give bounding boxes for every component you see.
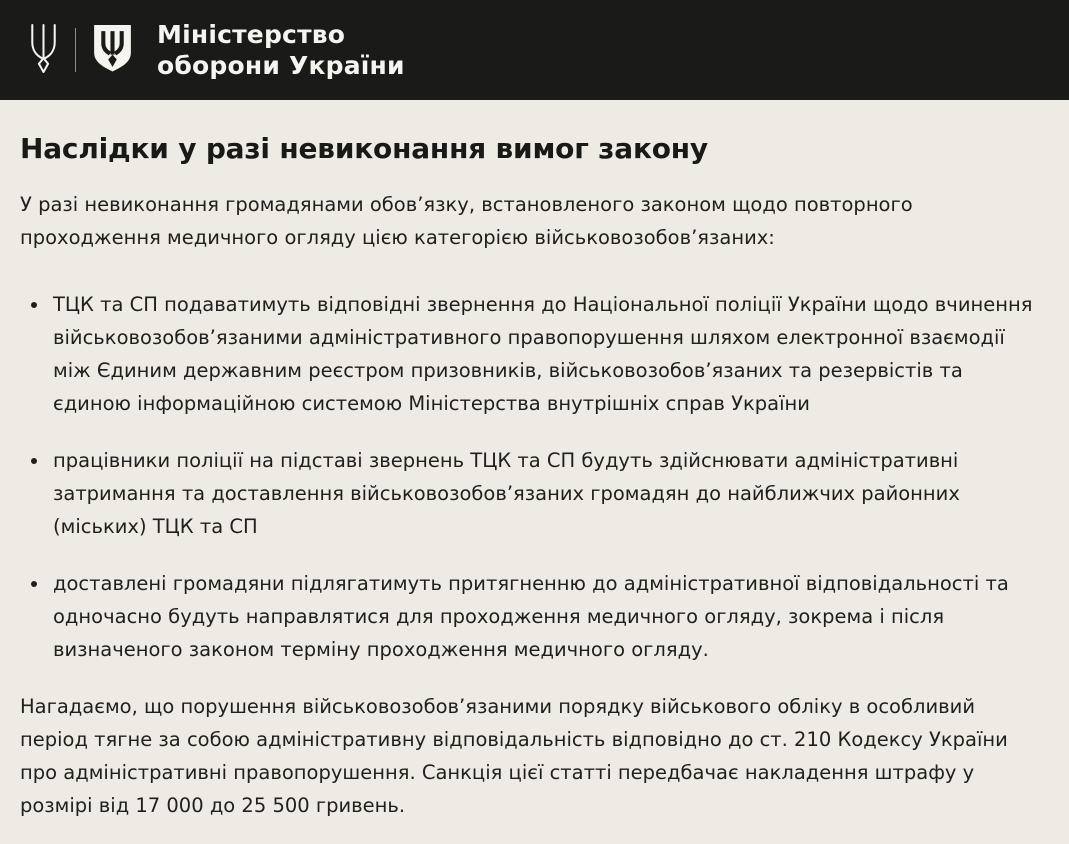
closing-paragraph: Нагадаємо, що порушення військовозобов’язаними порядку військового обліку в особливий період тягне за собою адміністративну відповідальність відповідно до ст. 210 Кодексу України про адміністративні правопорушення. Санкція цієї статті передбачає накладення штрафу у розмірі від 17 000 до 25 500 гривень. — [20, 695, 1008, 817]
page-title: Наслідки у разі невиконання вимог закону — [20, 132, 708, 165]
org-name-line1: Міністерство — [157, 20, 346, 49]
logo-divider — [75, 28, 76, 72]
app-header — [0, 0, 1069, 100]
list-item: • працівники поліції на підставі звернень ТЦК та СП будуть здійснювати адміністративні затримання та доставлення військовозобов’язаних громадян до найближчих районних (міських) ТЦК та СП — [50, 444, 1045, 543]
mod-shield-trident-icon — [92, 24, 133, 77]
trident-outline-icon — [28, 22, 59, 79]
intro-paragraph: У разі невиконання громадянами обов’язку, встановленого законом щодо повторного проходження медичного огляду цією категорією військовозобов’язаних: — [20, 193, 913, 249]
article — [0, 100, 1069, 842]
org-name-line2: оборони України — [157, 51, 405, 80]
list-item: • ТЦК та СП подаватимуть відповідні звернення до Національної поліції України щодо вчинення військовозобов’язаними адміністративного правопорушення шляхом електронної взаємодії між Єдиним державним реєстром призовників, військовозобов’язаних та резервістів та єдиною інформаційною системою Міністерства внутрішніх справ України — [50, 288, 1045, 420]
logo-group — [28, 22, 133, 79]
org-name — [157, 19, 405, 81]
consequences-list — [20, 288, 1045, 666]
list-item: • доставлені громадяни підлягатимуть притягненню до адміністративної відповідальності та одночасно будуть направлятися для проходження медичного огляду, зокрема і після визначеного законом терміну проходження медичного огляду. — [50, 567, 1045, 666]
